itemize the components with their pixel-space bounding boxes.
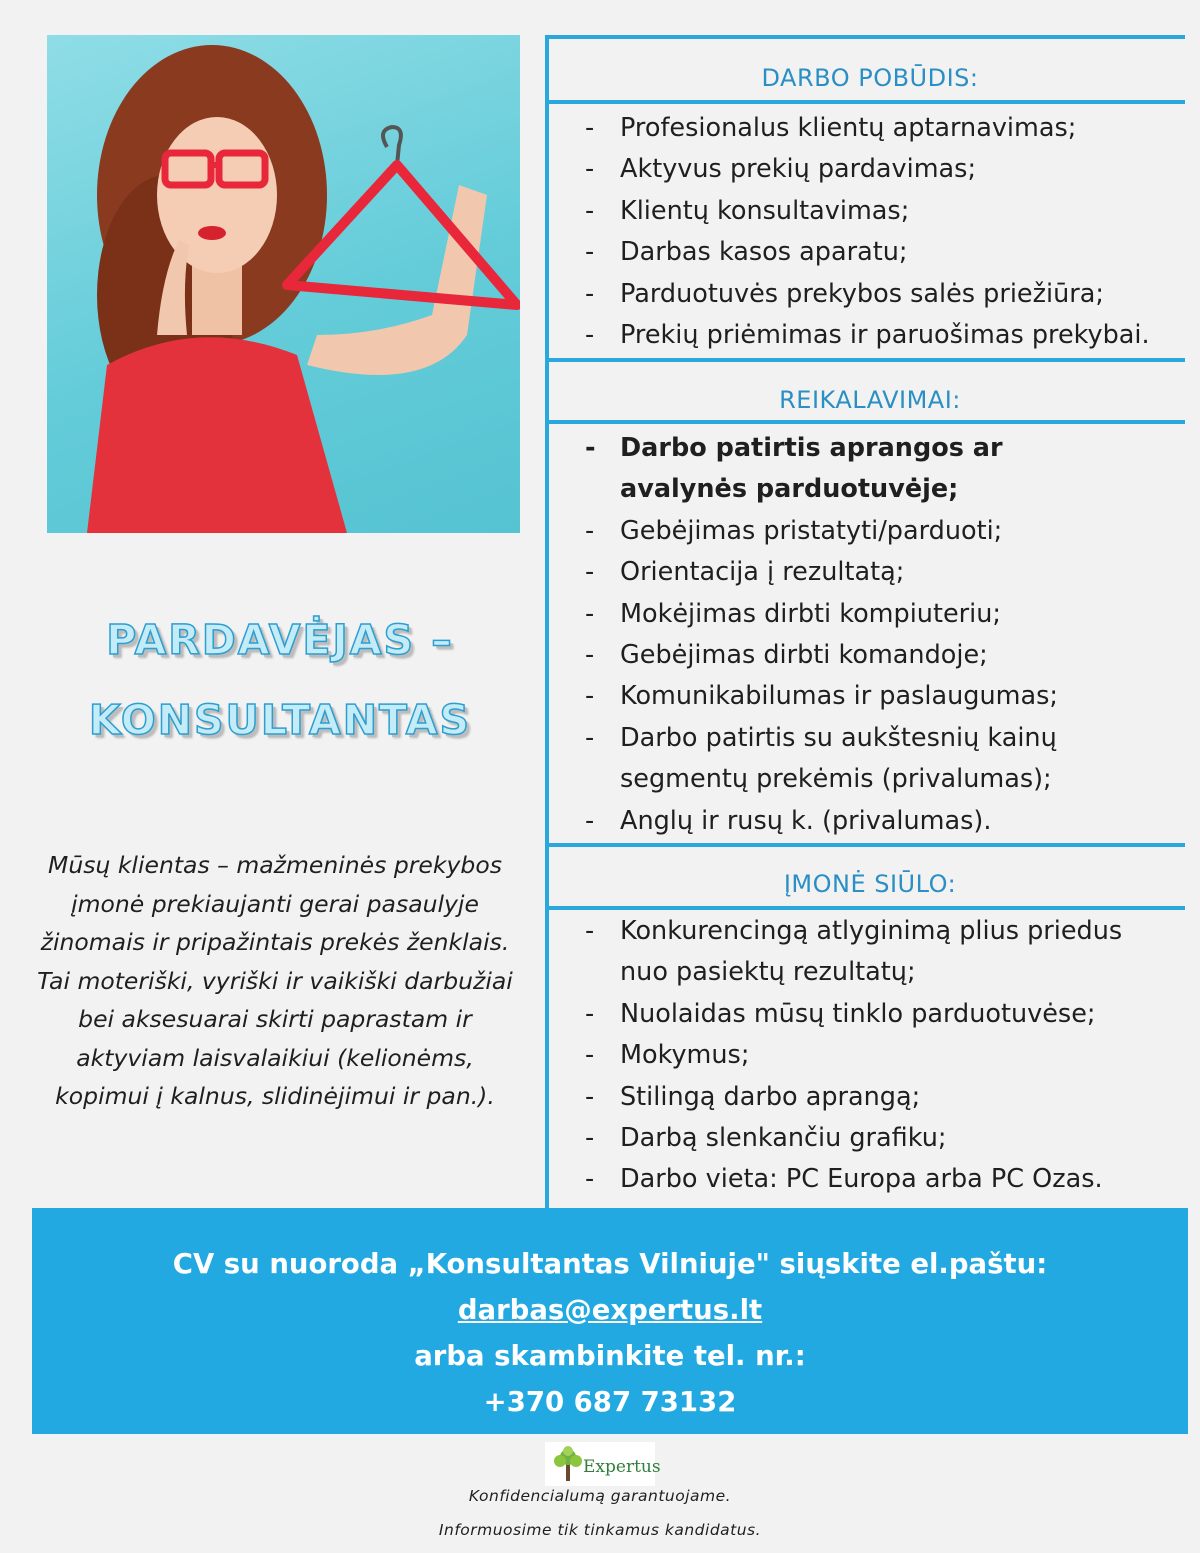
divider-line — [545, 358, 1185, 362]
phone-number[interactable]: +370 687 73132 — [483, 1386, 737, 1418]
list-item: - Konkurencingą atlyginimą plius priedus nuo pasiektų rezultatų; — [580, 911, 1140, 994]
reikalavimai-list — [580, 428, 1100, 842]
list-item: - Nuolaidas mūsų tinklo parduotuvėse; — [580, 994, 1140, 1035]
list-item: - Darbą slenkančiu grafiku; — [580, 1118, 1140, 1159]
section-title-darbo-pobudis: DARBO POBŪDIS: — [761, 64, 979, 92]
call-instruction: arba skambinkite tel. nr.: — [414, 1340, 806, 1372]
divider-line — [545, 35, 1185, 39]
job-title-line-2: KONSULTANTAS — [88, 696, 472, 744]
list-item: - Klientų konsultavimas; — [580, 191, 1180, 232]
woman-with-hanger-photo — [47, 35, 520, 533]
list-item: - Stilingą darbo aprangą; — [580, 1077, 1140, 1118]
list-item: - Aktyvus prekių pardavimas; — [580, 149, 1180, 190]
list-item: - Prekių priėmimas ir paruošimas prekybai. — [580, 315, 1180, 356]
tree-icon — [551, 1445, 585, 1483]
list-item: - Profesionalus klientų aptarnavimas; — [580, 108, 1180, 149]
list-item: - Komunikabilumas ir paslaugumas; — [580, 676, 1100, 717]
divider-line — [545, 843, 1185, 847]
list-item: - Darbas kasos aparatu; — [580, 232, 1180, 273]
expertus-logo — [545, 1442, 661, 1486]
imone-siulo-list — [580, 911, 1140, 1201]
section-title-reikalavimai: REIKALAVIMAI: — [779, 386, 961, 414]
list-item: - Gebėjimas pristatyti/parduoti; — [580, 511, 1100, 552]
list-item: - Mokėjimas dirbti kompiuteriu; — [580, 594, 1100, 635]
list-item: - Anglų ir rusų k. (privalumas). — [580, 801, 1100, 842]
list-item: - Orientacija į rezultatą; — [580, 552, 1100, 593]
list-item: - Parduotuvės prekybos salės priežiūra; — [580, 274, 1180, 315]
photo-illustration — [47, 35, 520, 533]
list-item: - Darbo patirtis su aukštesnių kainų segmentų prekėmis (privalumas); — [580, 718, 1100, 801]
list-item: - Darbo vieta: PC Europa arba PC Ozas. — [580, 1159, 1140, 1200]
divider-line — [545, 420, 1185, 424]
client-description: Mūsų klientas – mažmeninės prekybos įmonė prekiaujanti gerai pasaulyje žinomais ir pripažintais prekės ženklais. Tai moteriški, vyriški ir vaikiški darbužiai bei aksesuarai skirti paprastam ir aktyviam laisvalaikiui (kelionėms, kopimui į kalnus, slidinėjimui ir pan.). — [37, 851, 513, 1110]
confidentiality-note: Konfidencialumą garantuojame. — [468, 1487, 732, 1505]
job-title-line-1: PARDAVĖJAS – — [106, 616, 454, 664]
divider-line — [545, 100, 1185, 104]
section-title-imone-siulo: ĮMONĖ SIŪLO: — [783, 870, 957, 898]
list-item: - Mokymus; — [580, 1035, 1140, 1076]
logo-name: Expertus — [583, 1457, 661, 1477]
email-link[interactable]: darbas@expertus.lt — [457, 1294, 763, 1326]
candidates-note: Informuosime tik tinkamus kandidatus. — [438, 1521, 762, 1539]
contact-instruction: CV su nuoroda „Konsultantas Vilniuje" siųskite el.paštu: — [172, 1248, 1048, 1280]
contact-box — [32, 1208, 1188, 1434]
list-item: - Gebėjimas dirbti komandoje; — [580, 635, 1100, 676]
list-item: - Darbo patirtis aprangos ar avalynės parduotuvėje; — [580, 428, 1100, 511]
divider-line — [545, 906, 1185, 910]
column-divider — [545, 35, 549, 1210]
darbo-pobudis-list — [580, 108, 1180, 356]
